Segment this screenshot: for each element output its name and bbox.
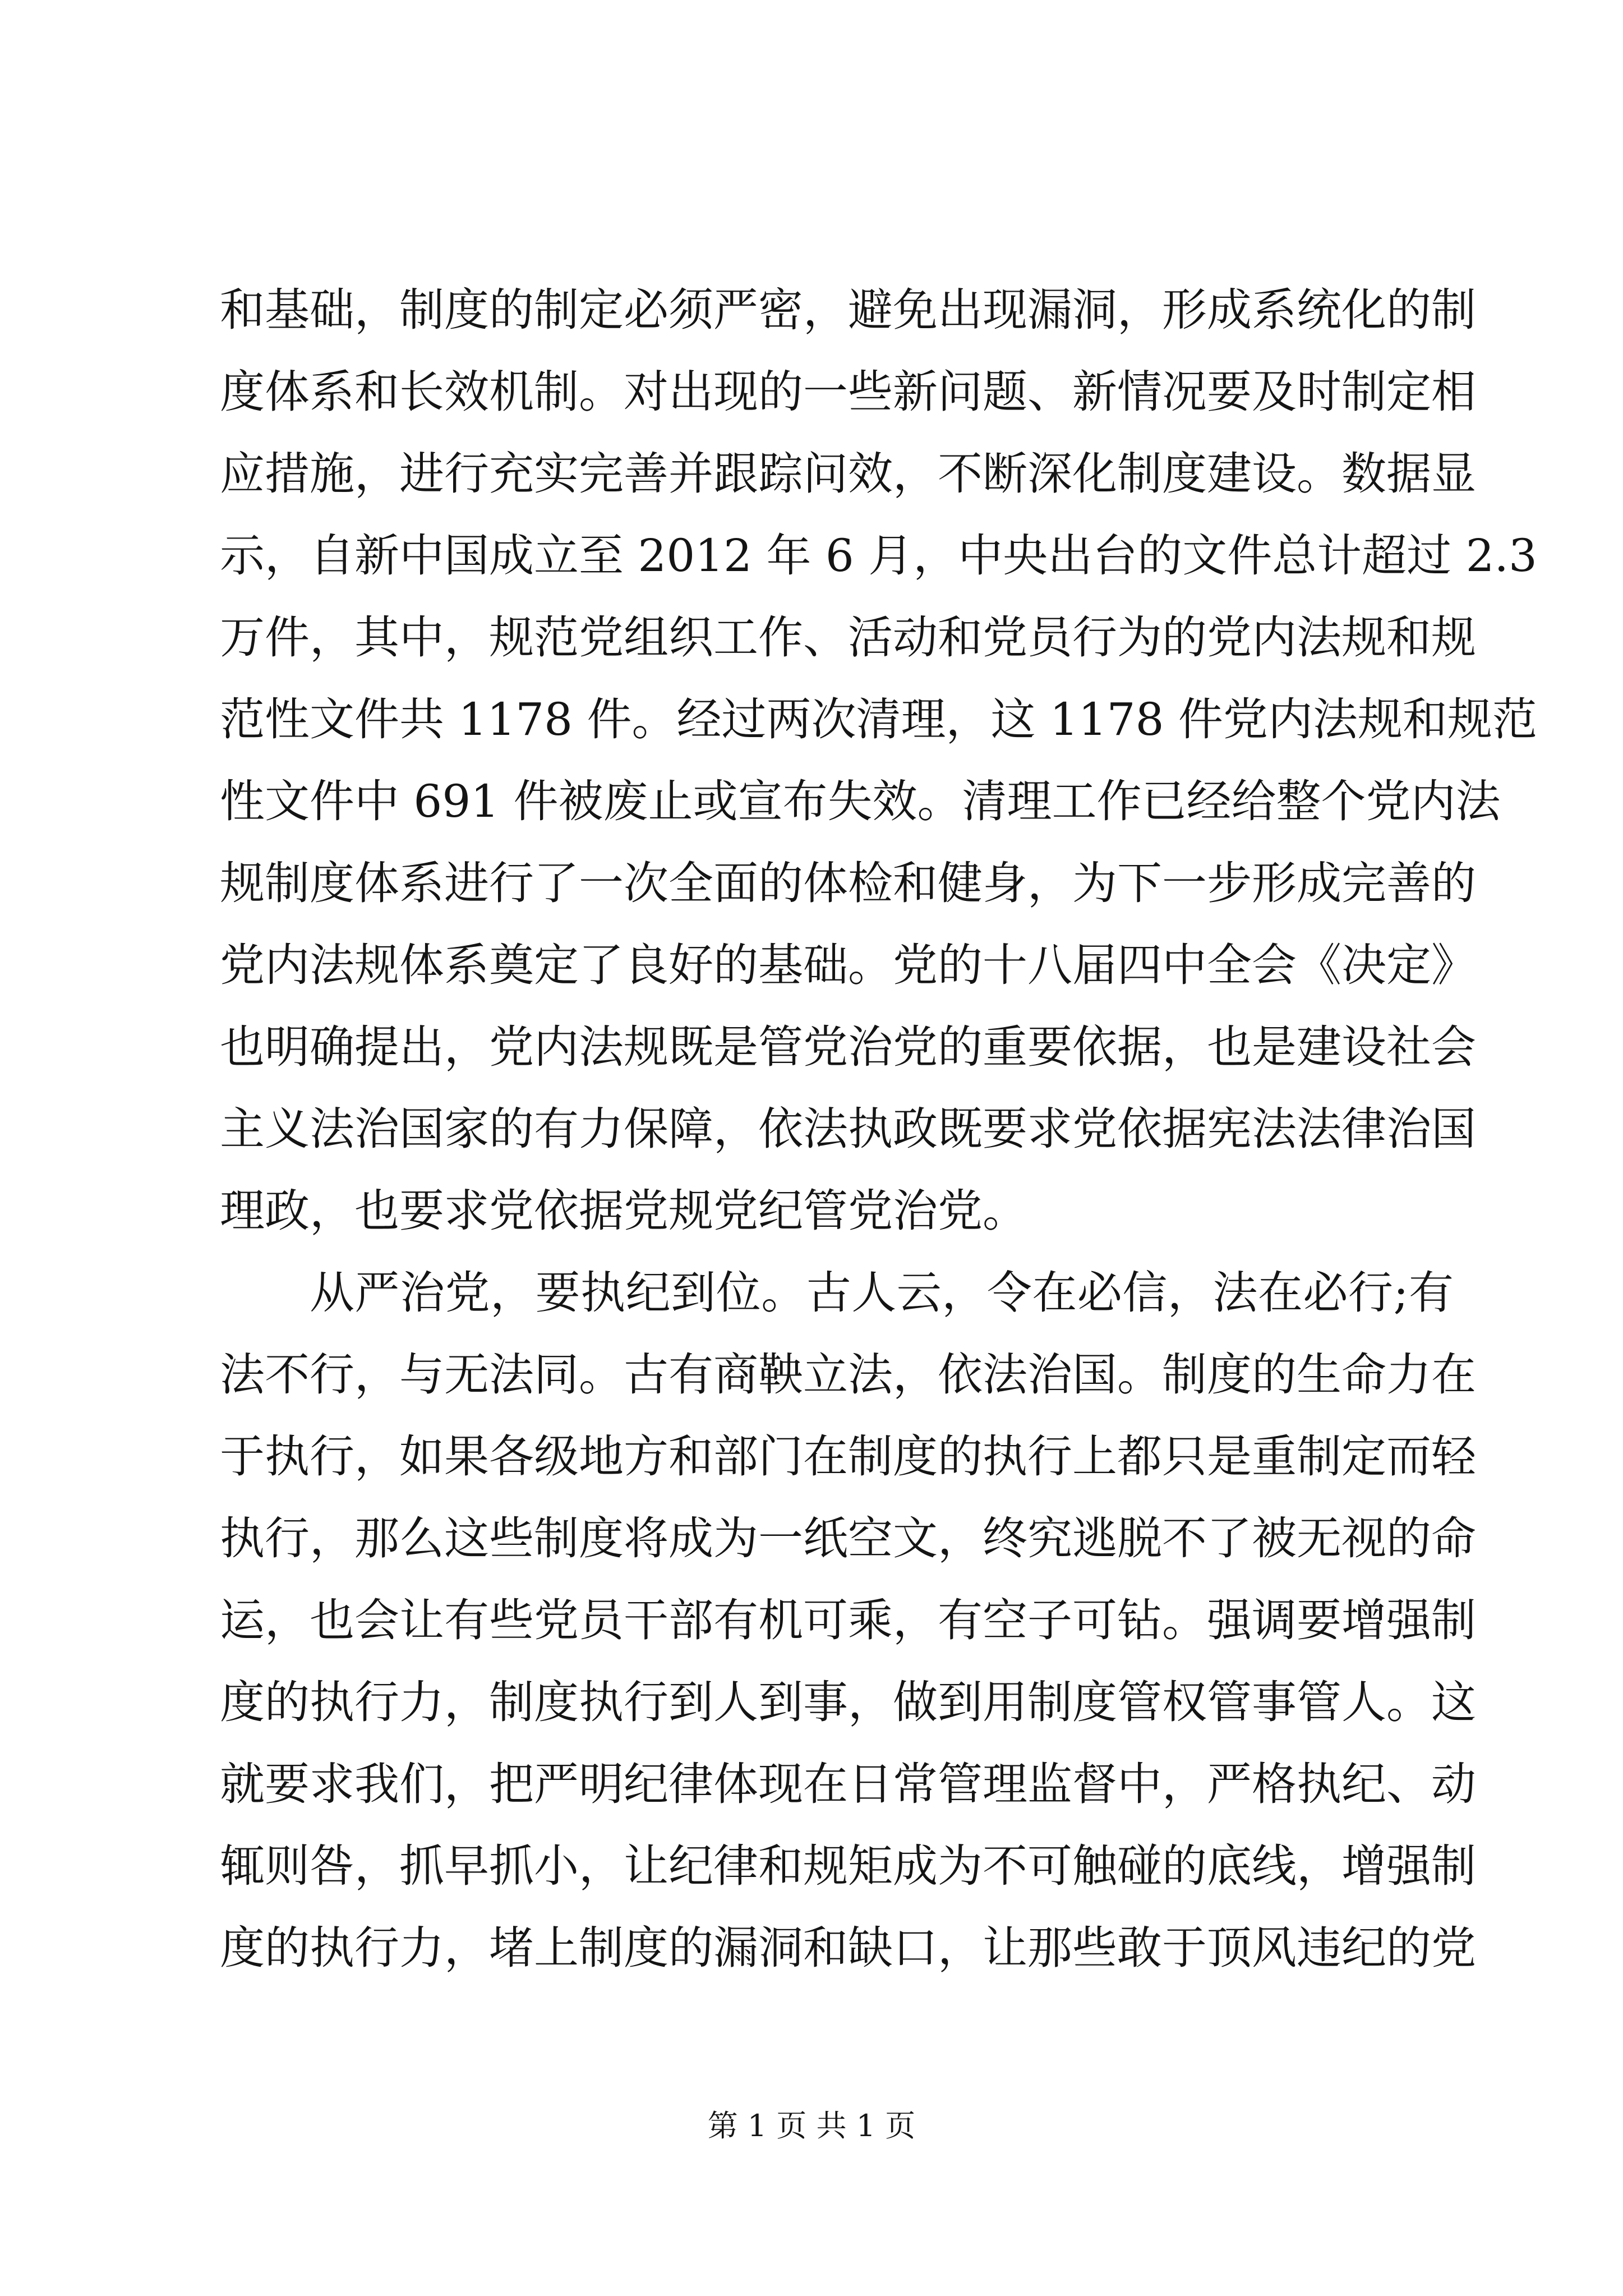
text-line: 执行，那么这些制度将成为一纸空文，终究逃脱不了被无视的命 xyxy=(220,1512,1476,1565)
text-line: 示，自新中国成立至 2012 年 6 月，中央出台的文件总计超过 2.3 xyxy=(220,530,1537,582)
text-line: 范性文件共 1178 件。经过两次清理，这 1178 件党内法规和规范 xyxy=(220,693,1537,746)
text-line-indented: 从严治党，要执纪到位。古人云，令在必信，法在必行;有 xyxy=(310,1267,1454,1319)
text-line: 也明确提出，党内法规既是管党治党的重要依据，也是建设社会 xyxy=(220,1021,1476,1073)
text-line: 主义法治国家的有力保障，依法执政既要求党依据宪法法律治国 xyxy=(220,1103,1476,1155)
text-line: 度体系和长效机制。对出现的一些新问题、新情况要及时制定相 xyxy=(220,366,1476,418)
body-text xyxy=(220,269,1537,1989)
text-line: 应措施，进行充实完善并跟踪问效，不断深化制度建设。数据显 xyxy=(220,448,1476,500)
text-line: 于执行，如果各级地方和部门在制度的执行上都只是重制定而轻 xyxy=(220,1430,1476,1483)
text-line: 度的执行力，堵上制度的漏洞和缺口，让那些敢于顶风违纪的党 xyxy=(220,1922,1476,1974)
text-line: 辄则咎，抓早抓小，让纪律和规矩成为不可触碰的底线，增强制 xyxy=(220,1840,1476,1892)
text-line: 法不行，与无法同。古有商鞅立法，依法治国。制度的生命力在 xyxy=(220,1349,1476,1401)
text-line: 运，也会让有些党员干部有机可乘，有空子可钻。强调要增强制 xyxy=(220,1594,1476,1646)
text-line: 和基础，制度的制定必须严密，避免出现漏洞，形成系统化的制 xyxy=(220,284,1476,336)
text-line: 就要求我们，把严明纪律体现在日常管理监督中，严格执纪、动 xyxy=(220,1758,1476,1810)
page-footer: 第 1 页 共 1 页 xyxy=(707,2108,916,2143)
text-line: 性文件中 691 件被废止或宣布失效。清理工作已经给整个党内法 xyxy=(220,775,1501,827)
text-line: 规制度体系进行了一次全面的体检和健身，为下一步形成完善的 xyxy=(220,857,1476,909)
text-line: 度的执行力，制度执行到人到事，做到用制度管权管事管人。这 xyxy=(220,1676,1476,1728)
text-line: 理政，也要求党依据党规党纪管党治党。 xyxy=(220,1185,1027,1237)
text-line: 党内法规体系奠定了良好的基础。党的十八届四中全会《决定》 xyxy=(220,939,1476,991)
text-line: 万件，其中，规范党组织工作、活动和党员行为的党内法规和规 xyxy=(220,611,1476,664)
